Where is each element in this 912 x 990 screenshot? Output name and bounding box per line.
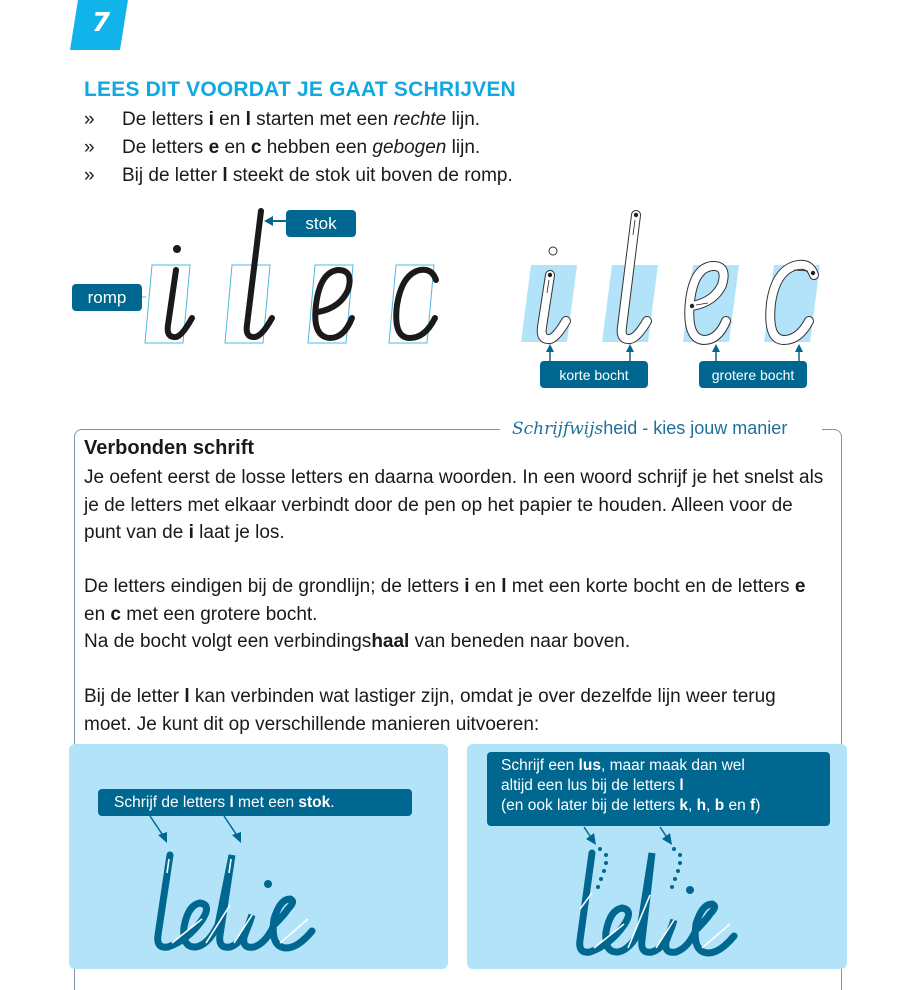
stok-arrow (264, 214, 288, 228)
dotted-loop (596, 847, 682, 889)
callout-lus: Schrijf een lus, maar maak dan wel altijd een lus bij de letters l (en ook later bij de letters k, h, b en f) (487, 752, 830, 826)
paragraph-1: Je oefent eerst de losse letters en daarna woorden. In een woord schrijf je het snelst als je de letters met elkaar verbindt door de pen op het papier te houden. Alleen voor de punt van de i laat je los. (84, 467, 824, 543)
bullet-text: De letters i en l starten met een rechte lijn. (122, 109, 481, 130)
bullet-text: Bij de letter l steekt de stok uit boven de romp. (122, 165, 513, 186)
letter-e (315, 270, 352, 338)
paragraph-3: Na de bocht volgt een verbindingshaal van beneden naar boven. (84, 631, 631, 652)
bullet-item (84, 162, 513, 190)
page-number-tab (70, 0, 128, 50)
schrijfwijsheid-label: Schrijfwijsheid - kies jouw manier (512, 418, 788, 439)
letter-i-dot-outline (549, 247, 557, 255)
lelie-lus-drawing (560, 825, 760, 960)
bullet-item (84, 106, 513, 134)
paragraph-4: Bij de letter l kan verbinden wat lastiger zijn, omdat je over dezelfde lijn weer terug moet. Je kunt dit op verschillende manieren uitvoeren: (84, 686, 776, 735)
lelie-stok-drawing (140, 815, 340, 955)
guide-boxes (145, 265, 434, 343)
section-heading: LEES DIT VOORDAT JE GAAT SCHRIJVEN (84, 78, 516, 101)
bullet-mark: » (84, 137, 95, 158)
romp-label: romp (72, 284, 142, 311)
word-lelie (158, 855, 312, 948)
paragraph-2: De letters eindigen bij de grondlijn; de letters i en l met een korte bocht en de letters e en c met een grotere bocht. (84, 576, 806, 625)
letter-i-dot (173, 245, 181, 253)
bullet-mark: » (84, 109, 95, 130)
callout-stok: Schrijf de letters l met een stok. (98, 789, 412, 816)
korte-bocht-label: korte bocht (540, 361, 648, 388)
word-lelie-lus (580, 853, 734, 953)
letter-stroke-diagram (520, 205, 830, 365)
box-title: Verbonden schrift (84, 437, 255, 459)
grotere-bocht-label: grotere bocht (699, 361, 807, 388)
letter-l (247, 211, 272, 337)
stok-label: stok (286, 210, 356, 237)
bullet-mark: » (84, 165, 95, 186)
bullet-text: De letters e en c hebben een gebogen lijn. (122, 137, 481, 158)
page-number: 7 (92, 8, 111, 38)
intro-bullet-list (84, 106, 513, 190)
bullet-item (84, 134, 513, 162)
